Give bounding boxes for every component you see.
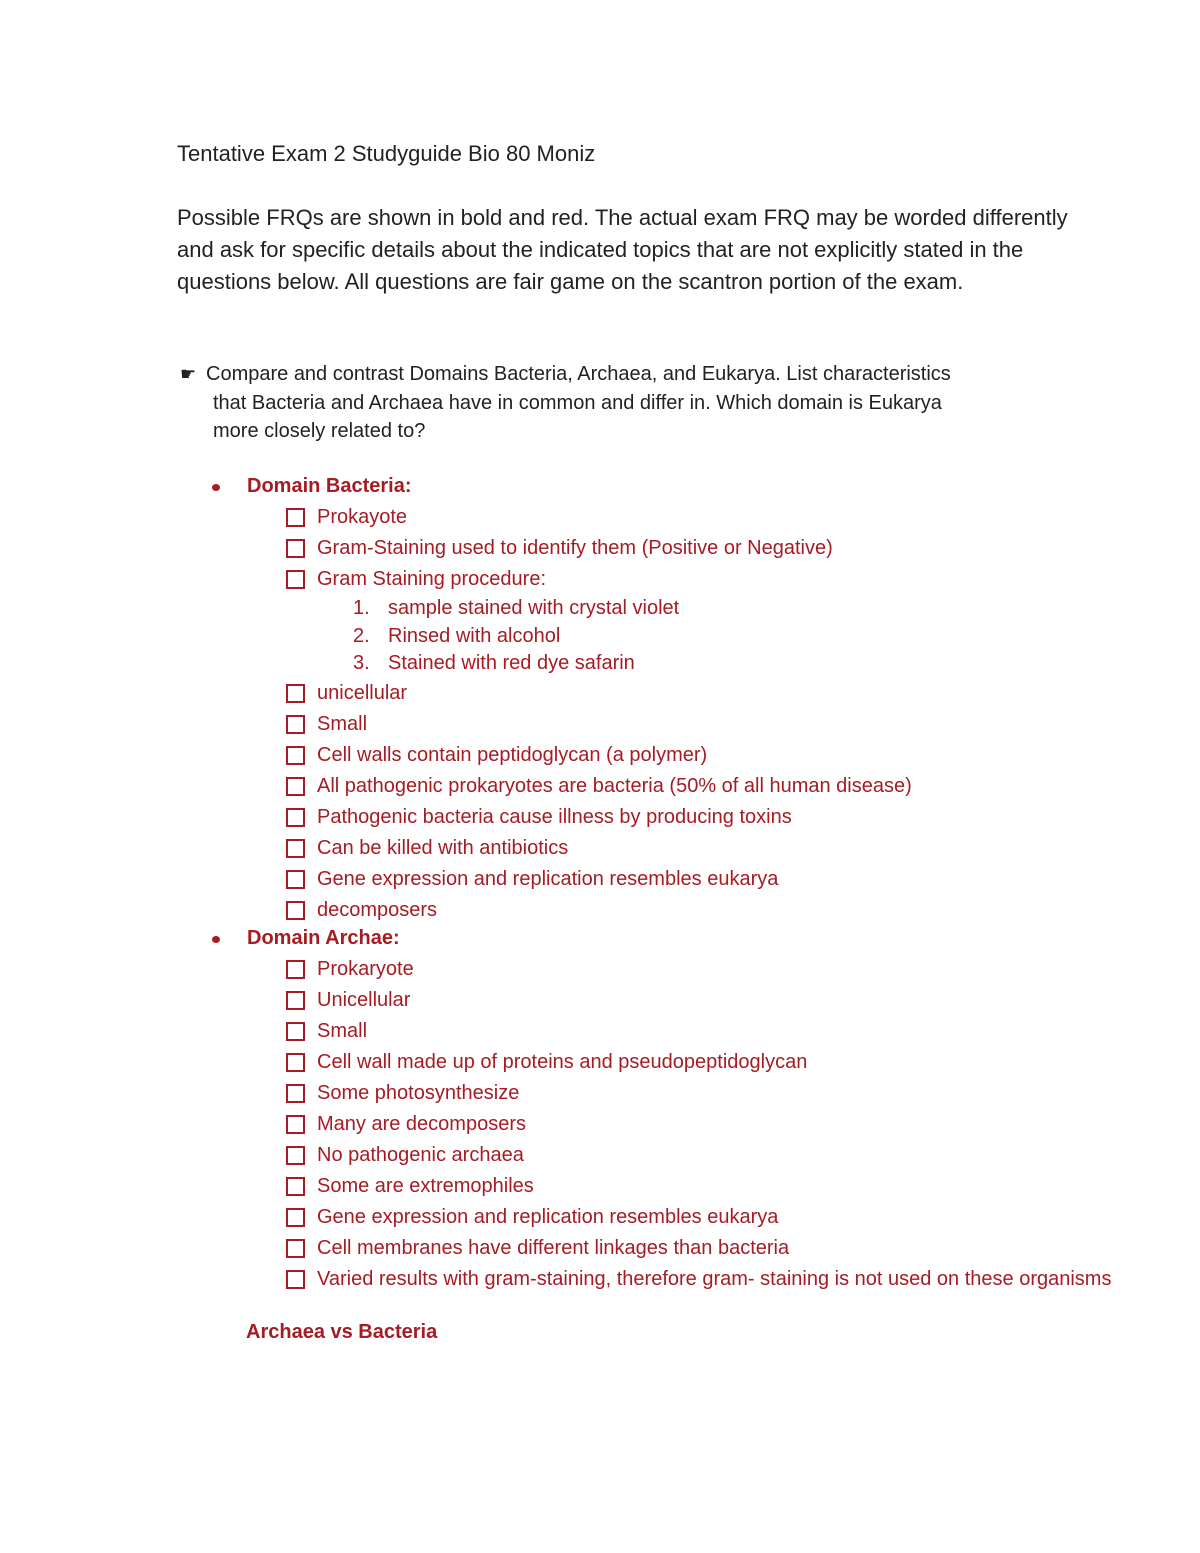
list-item-text: Can be killed with antibiotics [317, 836, 569, 859]
question-block [180, 360, 1040, 446]
bullet-icon [212, 484, 220, 491]
checkbox-icon [286, 746, 305, 765]
list-item-text: Unicellular [317, 989, 411, 1011]
intro-paragraph: Possible FRQs are shown in bold and red. The actual exam FRQ may be worded differently and ask for specific details about the indicated topics that are not explicitly stated in the questions below. All questions are fair game on the scantron portion of the exam. [177, 205, 1068, 294]
step-number: 1. [353, 597, 370, 619]
list-item-text: Cell walls contain peptidoglycan (a polymer) [317, 743, 708, 766]
bullet-icon [212, 936, 220, 943]
list-item-text: Cell membranes have different linkages than bacteria [317, 1237, 790, 1259]
list-item-text: Small [317, 1020, 368, 1042]
heading-archaea-vs-bacteria: Archaea vs Bacteria [246, 1321, 438, 1343]
pointing-hand-icon: ☛ [180, 364, 197, 384]
document-title: Tentative Exam 2 Studyguide Bio 80 Moniz [177, 141, 596, 166]
list-item-text: Some are extremophiles [317, 1175, 534, 1197]
list-item-text: Prokayote [317, 506, 408, 528]
step-text: Rinsed with alcohol [388, 624, 561, 647]
step-number: 3. [353, 652, 370, 674]
checkbox-icon [286, 684, 305, 703]
checkbox-icon [286, 1177, 305, 1196]
checkbox-icon [286, 808, 305, 827]
checkbox-icon [286, 1053, 305, 1072]
checkbox-icon [286, 901, 305, 920]
checkbox-icon [286, 539, 305, 558]
list-item-text: unicellular [317, 681, 408, 704]
question-line-3: more closely related to? [213, 420, 426, 442]
checkbox-icon [286, 839, 305, 858]
question-line-1: Compare and contrast Domains Bacteria, Archaea, and Eukarya. List characteristics [206, 363, 951, 385]
checkbox-icon [286, 1084, 305, 1103]
checkbox-icon [286, 777, 305, 796]
list-item-text: All pathogenic prokaryotes are bacteria (50% of all human disease) [317, 774, 912, 797]
list-item-text: Prokaryote [317, 958, 414, 980]
list-item-text: Gram Staining procedure: [317, 568, 547, 590]
list-item-text: Cell wall made up of proteins and pseudopeptidoglycan [317, 1051, 808, 1073]
list-item-text: decomposers [317, 898, 438, 921]
checkbox-icon [286, 508, 305, 527]
checkbox-icon [286, 960, 305, 979]
checkbox-icon [286, 1022, 305, 1041]
checkbox-icon [286, 1239, 305, 1258]
list-item-text: Gene expression and replication resembles eukarya [317, 867, 779, 890]
heading-bacteria: Domain Bacteria: [247, 475, 412, 497]
checkbox-icon [286, 570, 305, 589]
step-text: Stained with red dye safarin [388, 652, 635, 674]
list-item-text: Some photosynthesize [317, 1082, 520, 1104]
step-text: sample stained with crystal violet [388, 597, 680, 619]
heading-archae: Domain Archae: [247, 927, 400, 949]
list-item-text: Small [317, 712, 368, 735]
checkbox-icon [286, 1146, 305, 1165]
step-number: 2. [353, 624, 370, 647]
checkbox-icon [286, 1115, 305, 1134]
list-item-text: Gene expression and replication resembles eukarya [317, 1206, 779, 1228]
checkbox-icon [286, 991, 305, 1010]
list-item-text: Gram-Staining used to identify them (Positive or Negative) [317, 537, 833, 559]
checkbox-icon [286, 870, 305, 889]
list-item-text: Varied results with gram-staining, therefore gram- staining is not used on these organisms [317, 1268, 1112, 1290]
checkbox-icon [286, 1270, 305, 1289]
list-item-text: Many are decomposers [317, 1113, 526, 1135]
list-item-text: No pathogenic archaea [317, 1144, 524, 1166]
question-line-2: that Bacteria and Archaea have in common and differ in. Which domain is Eukarya [213, 391, 942, 414]
list-item-text: Pathogenic bacteria cause illness by producing toxins [317, 805, 792, 828]
checkbox-icon [286, 1208, 305, 1227]
checkbox-icon [286, 715, 305, 734]
